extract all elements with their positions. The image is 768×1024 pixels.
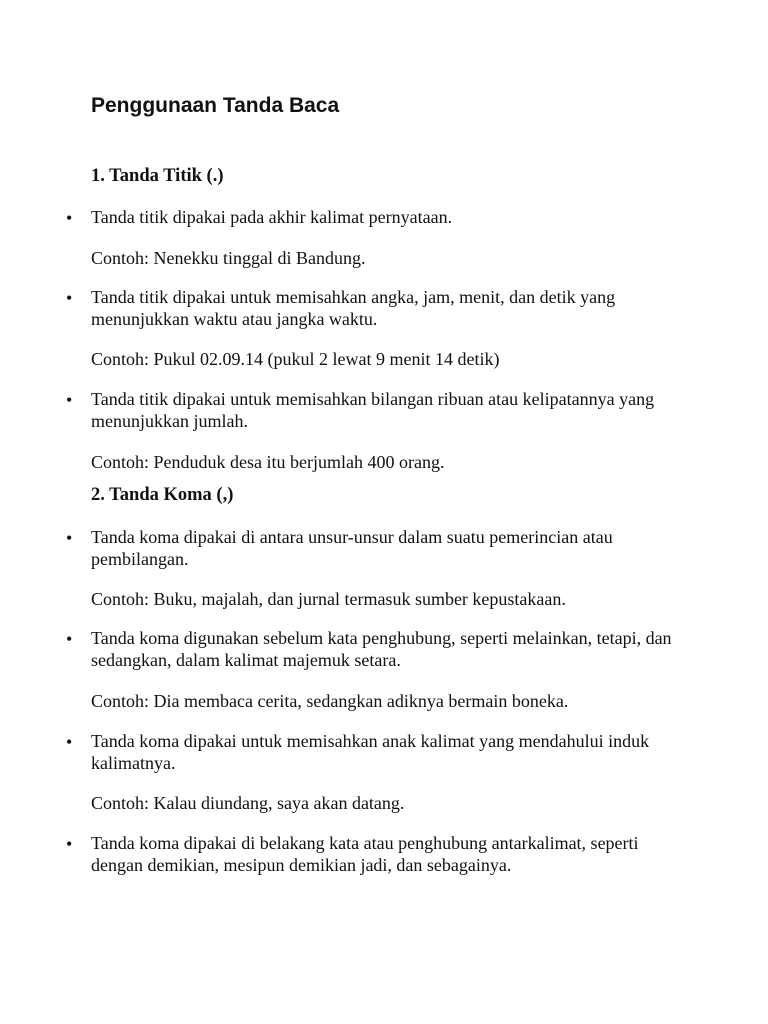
example-text: Contoh: Buku, majalah, dan jurnal termasuk sumber kepustakaan. (91, 589, 566, 609)
bullet-icon: • (66, 528, 73, 548)
example-text: Contoh: Penduduk desa itu berjumlah 400 orang. (91, 452, 445, 472)
section-heading-titik: 1. Tanda Titik (.) (91, 166, 224, 186)
page-title: Penggunaan Tanda Baca (91, 94, 340, 117)
bullet-icon: • (66, 732, 73, 752)
list-item-text: Tanda koma digunakan sebelum kata penghubung, seperti melainkan, tetapi, dan sedangkan, dalam kalimat majemuk setara. (91, 628, 672, 670)
section-heading-koma: 2. Tanda Koma (,) (91, 485, 234, 505)
example-text: Contoh: Kalau diundang, saya akan datang. (91, 793, 405, 813)
example-text: Contoh: Nenekku tinggal di Bandung. (91, 248, 366, 268)
list-item-text: Tanda titik dipakai pada akhir kalimat pernyataan. (91, 207, 453, 227)
example-text: Contoh: Pukul 02.09.14 (pukul 2 lewat 9 menit 14 detik) (91, 349, 500, 369)
example-text: Contoh: Dia membaca cerita, sedangkan adiknya bermain boneka. (91, 691, 569, 711)
bullet-icon: • (66, 629, 73, 649)
bullet-icon: • (66, 834, 73, 854)
list-item-text: Tanda koma dipakai di belakang kata atau penghubung antarkalimat, seperti dengan demikian, mesipun demikian jadi, dan sebagainya. (91, 833, 639, 875)
bullet-icon: • (66, 390, 73, 410)
bullet-icon: • (66, 288, 73, 308)
list-item-text: Tanda koma dipakai untuk memisahkan anak kalimat yang mendahului induk kalimatnya. (91, 731, 650, 773)
list-item-text: Tanda titik dipakai untuk memisahkan angka, jam, menit, dan detik yang menunjukkan waktu atau jangka waktu. (91, 287, 616, 329)
list-item-text: Tanda titik dipakai untuk memisahkan bilangan ribuan atau kelipatannya yang menunjukkan jumlah. (91, 389, 655, 431)
bullet-icon: • (66, 208, 73, 228)
list-item-text: Tanda koma dipakai di antara unsur-unsur dalam suatu pemerincian atau pembilangan. (91, 527, 613, 569)
